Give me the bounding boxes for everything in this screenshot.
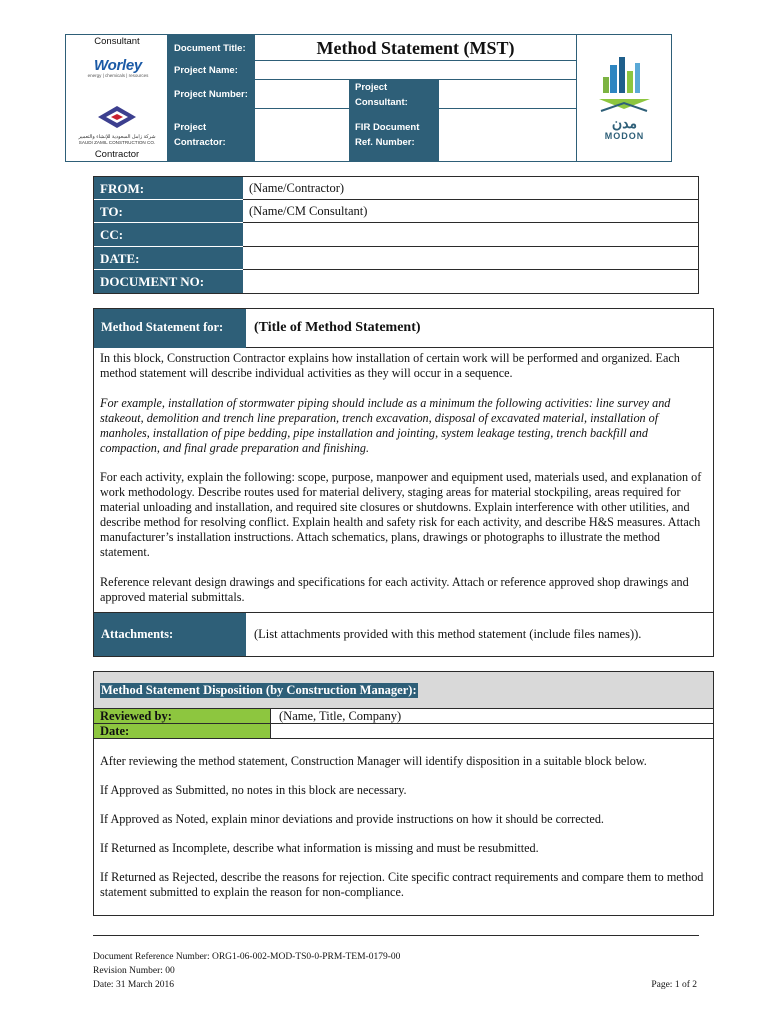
project-number-label: Project Number: bbox=[168, 80, 255, 109]
approved-as-submitted: If Approved as Submitted, no notes in this block are necessary. bbox=[100, 783, 407, 797]
document-no-label: DOCUMENT NO: bbox=[94, 270, 243, 293]
project-name-value[interactable] bbox=[255, 61, 576, 80]
document-title-value: Method Statement (MST) bbox=[255, 35, 576, 61]
project-consultant-label: Project Consultant: bbox=[349, 80, 439, 109]
document-no-value[interactable] bbox=[243, 270, 698, 293]
method-statement-title[interactable]: (Title of Method Statement) bbox=[246, 309, 713, 348]
modon-logo: مدن MODON bbox=[576, 35, 671, 161]
project-contractor-value[interactable] bbox=[255, 109, 349, 161]
disposition-block bbox=[93, 671, 714, 916]
instructions-example: For example, installation of stormwater piping should include as a minimum the following activities: line survey and stakeout, demolition and trench line preparation, trench excavation, disposal of excavated material, installation of manholes, installation of pipe bedding, pipe installation and jointing, system leakage testing, trench backfill and compaction, and final grade preparation and finishing. bbox=[100, 396, 671, 455]
revision-number: Revision Number: 00 bbox=[93, 966, 175, 976]
consultant-label: Consultant bbox=[94, 36, 140, 47]
footer-rule bbox=[93, 935, 699, 936]
page-number: Page: 1 of 2 bbox=[651, 980, 697, 990]
document-header bbox=[65, 34, 672, 162]
zamil-emblem-icon bbox=[97, 105, 137, 129]
review-date-value[interactable] bbox=[270, 724, 713, 739]
document-reference-number: Document Reference Number: ORG1-06-002-MOD-TS0-0-PRM-TEM-0179-00 bbox=[93, 952, 401, 962]
document-title-label: Document Title: bbox=[168, 35, 255, 61]
party-logos bbox=[66, 35, 168, 161]
reviewed-by-label: Reviewed by: bbox=[94, 709, 270, 724]
method-statement-block bbox=[93, 308, 714, 657]
returned-as-rejected: If Returned as Rejected, describe the reasons for rejection. Cite specific contract requirements and compare them to method statement submitted to explain the reason for non-compliance. bbox=[100, 870, 704, 899]
footer bbox=[93, 950, 699, 992]
disposition-instructions bbox=[100, 754, 707, 900]
review-date-label: Date: bbox=[94, 724, 270, 739]
disposition-title: Method Statement Disposition (by Construction Manager): bbox=[101, 683, 417, 697]
disposition-intro: After reviewing the method statement, Construction Manager will identify disposition in a suitable block below. bbox=[100, 754, 647, 768]
to-label: TO: bbox=[94, 200, 243, 223]
fir-document-label: FIR Document Ref. Number: bbox=[349, 109, 439, 161]
project-name-label: Project Name: bbox=[168, 61, 255, 80]
routing-table bbox=[93, 176, 699, 294]
approved-as-noted: If Approved as Noted, explain minor deviations and provide instructions on how it should be corrected. bbox=[100, 812, 604, 826]
project-contractor-label: Project Contractor: bbox=[168, 109, 255, 161]
project-number-value[interactable] bbox=[255, 80, 349, 109]
cc-value[interactable] bbox=[243, 223, 698, 247]
method-instructions bbox=[100, 351, 707, 605]
date-label: DATE: bbox=[94, 247, 243, 270]
instructions-activity: For each activity, explain the following: scope, purpose, manpower and equipment used, materials used, and explanation of work methodology. Describe routes used for material delivery, staging areas for material stockpiling, areas required for material unloading and installation, and required site closures or shutdowns. Explain interference with other utilities, and describe method for resolving conflict. Explain health and safety risk for each activity, and describe H&S measures. Attach manufacturer’s installation instructions. Attach schematics, plans, drawings or photographs to illustrate the method statement. bbox=[100, 470, 702, 559]
cc-label: CC: bbox=[94, 223, 243, 247]
fir-document-value[interactable] bbox=[439, 109, 576, 161]
to-value[interactable]: (Name/CM Consultant) bbox=[243, 200, 698, 223]
attachments-label: Attachments: bbox=[94, 613, 246, 656]
attachments-value[interactable]: (List attachments provided with this method statement (include files names)). bbox=[254, 627, 642, 641]
saudi-zamil-logo: شركة زامل السعودية للإنشاء والتعمير SAUDI ZAMIL CONSTRUCTION CO. bbox=[70, 105, 164, 146]
method-statement-for-label: Method Statement for: bbox=[94, 309, 246, 348]
date-value[interactable] bbox=[243, 247, 698, 270]
worley-logo: Worley energy | chemicals | resources bbox=[87, 57, 149, 78]
footer-date: Date: 31 March 2016 bbox=[93, 980, 174, 990]
from-label: FROM: bbox=[94, 177, 243, 200]
reviewed-by-value[interactable]: (Name, Title, Company) bbox=[270, 709, 713, 724]
instructions-intro: In this block, Construction Contractor explains how installation of certain work will be performed and organized. Each method statement will describe individual activities as they will occur in a sequence. bbox=[100, 351, 680, 380]
project-consultant-value[interactable] bbox=[439, 80, 576, 109]
contractor-label: Contractor bbox=[94, 149, 140, 160]
returned-as-incomplete: If Returned as Incomplete, describe what information is missing and must be resubmitted. bbox=[100, 841, 539, 855]
from-value[interactable]: (Name/Contractor) bbox=[243, 177, 698, 200]
disposition-header bbox=[94, 672, 713, 709]
instructions-reference: Reference relevant design drawings and specifications for each activity. Attach or reference approved shop drawings and approved material submittals. bbox=[100, 575, 689, 604]
